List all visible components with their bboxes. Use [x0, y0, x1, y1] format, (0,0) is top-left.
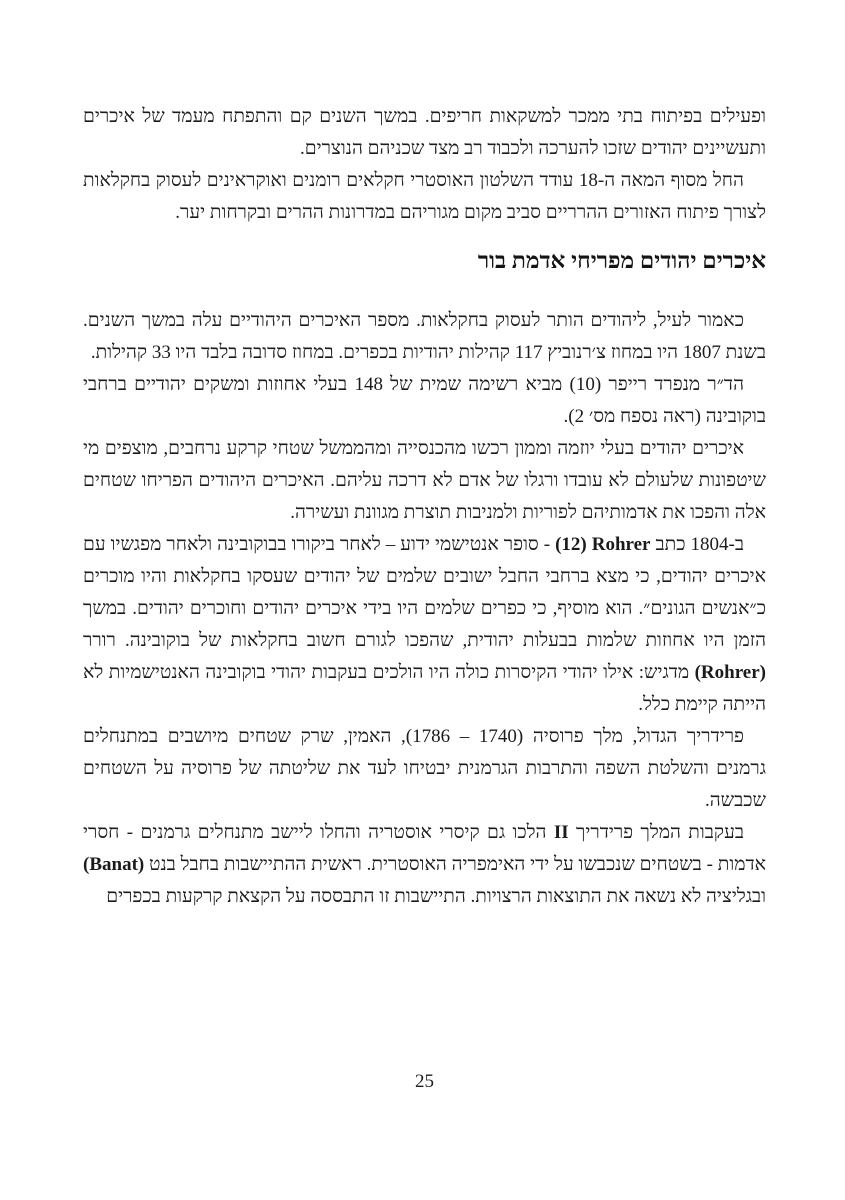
paragraph [83, 529, 766, 721]
text-run: בעקבות המלך פרידריך [568, 822, 744, 843]
text-run: ופעילים בפיתוח בתי ממכר למשקאות חריפים. במשך השנים קם והתפתח מעמד של איכרים ותעשיינים יהודים שזכו להערכה ולכבוד רב מצד שכניהם הנוצרים. [83, 106, 766, 159]
page-number: 25 [415, 1071, 434, 1092]
paragraph [83, 817, 766, 913]
text-run: החל מסוף המאה ה-18 עודד השלטון האוסטרי חקלאים רומנים ואוקראינים לעסוק בחקלאות לצורך פיתוח האזורים ההרריים סביב מקום מגוריהם במדרונות ההרים ובקרחות יער. [83, 170, 766, 223]
text-run: ובגליציה לא נשאה את התוצאות הרצויות. התיישבות זו התבססה על הקצאת קרקעות בכפרים [106, 886, 766, 907]
text-run: הלכו גם קיסרי אוסטריה והחלו ליישב מתנחלים גרמנים - חסרי אדמות - בשטחים שנכבשו על ידי האימפריה האוסטרית. ראשית ההתיישבות בחבל בנט [83, 822, 766, 875]
section-heading: איכרים יהודים מפריחי אדמת בור [477, 248, 766, 273]
bold-text-run: II [553, 822, 569, 843]
paragraph [83, 721, 766, 817]
paragraph [83, 165, 766, 229]
page-content [83, 101, 766, 913]
text-run: ב-1804 כתב [650, 534, 745, 555]
text-run: הד״ר מנפרד רייפר (10) מביא רשימה שמית של 148 בעלי אחוזות ומשקים יהודיים ברחבי בוקובינה (ראה נספח מס׳ 2). [83, 374, 766, 427]
bold-text-run: (Banat) [83, 854, 145, 875]
paragraph [83, 305, 766, 369]
bold-text-run: (Rohrer) [694, 662, 766, 683]
text-run: כאמור לעיל, ליהודים הותר לעסוק בחקלאות. מספר האיכרים היהודיים עלה במשך השנים. בשנת 1807 היו במחוז צ׳רנוביץ 117 קהילות יהודיות בכפרים. במחוז סדובה בלבד היו 33 קהילות. [83, 310, 766, 363]
bold-text-run: Rohrer‏ (12) [555, 534, 651, 555]
text-run: איכרים יהודים בעלי יוזמה וממון רכשו מהכנסייה ומהממשל שטחי קרקע נרחבים, מוצפים מי שיטפונות שלעולם לא עובדו ורגלו של אדם לא דרכה עליהם. האיכרים היהודים הפריחו שטחים אלה והפכו את אדמותיהם לפוריות ולמניבות תוצרת מגוונת ועשירה. [83, 438, 766, 523]
paragraph [83, 433, 766, 529]
paragraph [83, 369, 766, 433]
paragraph [83, 101, 766, 165]
text-run: פרידריך הגדול, מלך פרוסיה (1740 – 1786), האמין, שרק שטחים מיושבים במתנחלים גרמנים והשלטת השפה והתרבות הגרמנית יבטיחו לעד את שליטתה של פרוסיה על השטחים שכבשה. [83, 726, 766, 811]
text-run: מדגיש: אילו יהודי הקיסרות כולה היו הולכים בעקבות יהודי בוקובינה האנטישמיות לא הייתה קיימת כלל. [83, 662, 766, 715]
text-run: - סופר אנטישמי ידוע – לאחר ביקורו בבוקובינה ולאחר מפגשיו עם איכרים יהודים, כי מצא ברחבי החבל ישובים שלמים של יהודים שעסקו בחקלאות והיו מוכרים כ״אנשים הגונים״. הוא מוסיף, כי כפרים שלמים היו בידי איכרים יהודים וחוכרים יהודים. במשך הזמן היו אחוזות שלמות בבעלות יהודית, שהפכו לגורם חשוב בחקלאות של בוקובינה. רורר [83, 534, 766, 651]
